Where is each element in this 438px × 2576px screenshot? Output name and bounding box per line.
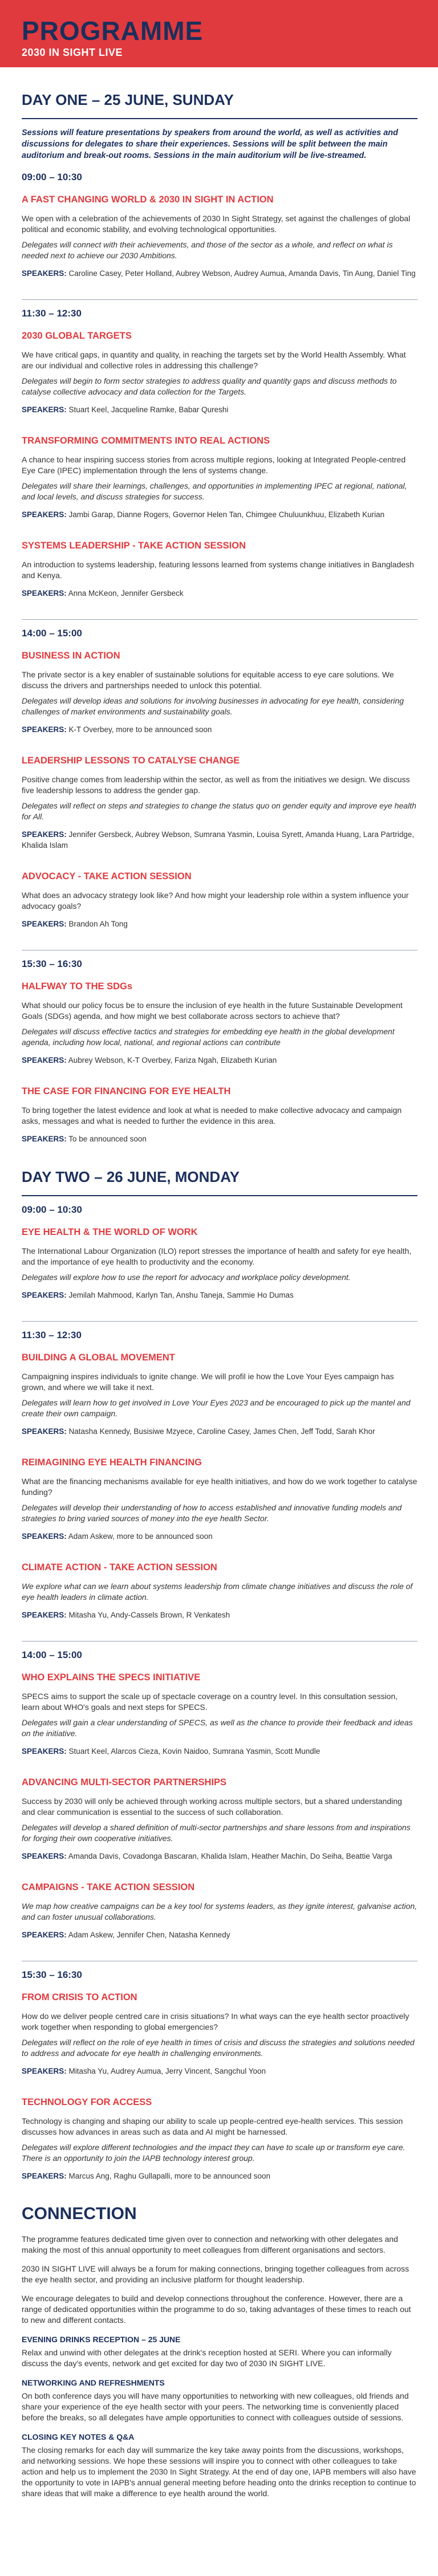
time-block (22, 1330, 417, 1620)
session-title: HALFWAY TO THE SDGs (22, 981, 133, 992)
session-title: LEADERSHIP LESSONS TO CATALYSE CHANGE (22, 755, 240, 766)
session (22, 2097, 417, 2181)
session-outcome: We explore what can we learn about systems leadership from climate change initiatives and discuss the role of eye health leaders in climate action. (22, 1582, 413, 1602)
session (22, 1086, 417, 1144)
session-speakers (22, 1929, 417, 1940)
session-title: ADVANCING MULTI-SECTOR PARTNERSHIPS (22, 1777, 227, 1787)
speakers-label: SPEAKERS: (22, 1532, 67, 1541)
day-one-divider (22, 118, 417, 119)
speakers-list: Jemilah Mahmood, Karlyn Tan, Anshu Taneja, Sammie Ho Dumas (68, 1291, 294, 1299)
session-speakers (22, 1426, 417, 1437)
programme-content (0, 91, 438, 2499)
session-speakers (22, 1531, 417, 1542)
session-outcome: Delegates will develop their understanding of how to access established and innovative funding models and strategies to bring varied sources of money into the eye health Sector. (22, 1503, 402, 1523)
time-slot: 09:00 – 10:30 (22, 1204, 82, 1215)
session-description: Positive change comes from leadership within the sector, as well as from the initiatives we design. We discuss five leadership lessons to address the gender gap. (22, 775, 410, 795)
session-description: What are the financing mechanisms available for eye health initiatives, and how do we work together to catalyse funding? (22, 1477, 417, 1497)
session (22, 1777, 417, 1862)
session-description: What does an advocacy strategy look like? And how might your leadership role within a system influence your advocacy goals? (22, 891, 409, 911)
session-title: BUSINESS IN ACTION (22, 651, 120, 661)
session-description: An introduction to systems leadership, featuring lessons learned from systems change initiatives in Bangladesh and Kenya. (22, 560, 414, 580)
session-speakers (22, 1746, 417, 1757)
time-slot: 15:30 – 16:30 (22, 1969, 82, 1980)
session-title: BUILDING A GLOBAL MOVEMENT (22, 1352, 175, 1363)
session-speakers (22, 509, 417, 520)
speakers-list: Aubrey Webson, K-T Overbey, Fariza Ngah, Elizabeth Kurian (68, 1056, 277, 1064)
session-description: What should our policy focus be to ensure the inclusion of eye health in the future Sustainable Development Goals (SDGs) agenda, and how might we best collaborate across sectors to achieve that? (22, 1001, 403, 1021)
time-slot: 11:30 – 12:30 (22, 308, 82, 319)
session-description: Success by 2030 will only be achieved through working across multiple sectors, but a shared understanding and clear communication is essential to the success of such collaboration. (22, 1797, 402, 1817)
session-speakers (22, 1055, 417, 1066)
page-subtitle: 2030 IN SIGHT LIVE (22, 47, 123, 58)
session-outcome: Delegates will learn how to get involved in Love Your Eyes 2023 and be encouraged to pick up the mantel and create their own campaign. (22, 1398, 411, 1418)
session-description: We open with a celebration of the achievements of 2030 In Sight Strategy, set against the challenges of global political and economic stability, and evolving technological opportunities. (22, 214, 411, 234)
session-outcome: Delegates will reflect on steps and strategies to change the status quo on gender equity and improve eye health for All. (22, 801, 416, 821)
session-title: WHO EXPLAINS THE SPECS INITIATIVE (22, 1672, 201, 1683)
connection-item-text: Relax and unwind with other delegates at the drink's reception hosted at SERI. Where you can informally discuss the day's events, network and get excited for day two of 2030 IN SIGHT LIVE. (22, 2348, 392, 2368)
session (22, 541, 417, 599)
session (22, 1672, 417, 1757)
session-speakers (22, 1290, 417, 1301)
speakers-label: SPEAKERS: (22, 830, 67, 839)
session (22, 1562, 417, 1620)
speakers-list: K-T Overbey, more to be announced soon (68, 725, 212, 734)
session-speakers (22, 1851, 417, 1862)
session-speakers (22, 919, 417, 929)
connection-title: CONNECTION (22, 2204, 137, 2223)
session-outcome: Delegates will begin to form sector strategies to address quality and quantity gaps and discuss methods to catalyse collective advocacy and data collection for the Targets. (22, 376, 397, 396)
speakers-list: Marcus Ang, Raghu Gullapalli, more to be announced soon (68, 2172, 271, 2180)
day-one-intro: Sessions will feature presentations by speakers from around the world, as well as activities and discussions for delegates to share their experiences. Sessions will be split between the main auditorium and break-out rooms. Sessions in the main auditorium will be live-streamed. (22, 128, 398, 160)
speakers-list: Stuart Keel, Alarcos Cieza, Kovin Naidoo, Sumrana Yasmin, Scott Mundle (68, 1747, 321, 1756)
session (22, 651, 417, 735)
session (22, 1457, 417, 1542)
speakers-label: SPEAKERS: (22, 589, 67, 598)
time-block (22, 1204, 417, 1301)
speakers-list: Caroline Casey, Peter Holland, Aubrey Webson, Audrey Aumua, Amanda Davis, Tin Aung, Daniel Ting (68, 269, 416, 278)
connection-item-text: The closing remarks for each day will summarize the key take away points from the discussions, workshops, and networking sessions. We hope these sessions will inspire you to connect with other colleagues to take action and help us to implement the 2030 In Sight Strategy. At the end of day one, IAPB members will also have the opportunity to vote in IAPB's annual general meeting before heading onto the drinks reception to continue to share ideas that will make a difference to eye health around the world. (22, 2445, 416, 2498)
session-outcome: Delegates will gain a clear understanding of SPECS, as well as the chance to provide their feedback and ideas on the initiative. (22, 1718, 413, 1738)
speakers-list: Mitasha Yu, Andy-Cassels Brown, R Venkatesh (68, 1611, 230, 1619)
session-description: Technology is changing and shaping our ability to scale up people-centred eye-health services. This session discusses how advances in areas such as data and AI might be harnessed. (22, 2116, 403, 2136)
session-description: The private sector is a key enabler of sustainable solutions for equitable access to eye care solutions. We discuss the drivers and partnerships needed to unlock this potential. (22, 670, 394, 690)
session (22, 331, 417, 415)
session (22, 1227, 417, 1301)
speakers-label: SPEAKERS: (22, 725, 67, 734)
session-outcome: Delegates will connect with their achievements, and those of the sector as a whole, and reflect on what is needed next to achieve our 2030 Ambitions. (22, 240, 393, 260)
session-description: SPECS aims to support the scale up of spectacle coverage on a country level. In this consultation session, learn about WHO's goals and next steps for SPECS. (22, 1692, 398, 1712)
speakers-list: Mitasha Yu, Audrey Aumua, Jerry Vincent, Sangchul Yoon (68, 2067, 266, 2075)
speakers-list: To be announced soon (68, 1135, 147, 1143)
session (22, 1992, 417, 2077)
speakers-label: SPEAKERS: (22, 1931, 67, 1939)
connection-paragraph: We encourage delegates to build and develop connections throughout the conference. However, there are a range of dedicated opportunities within the programme to do so, taking advantages of these times to reach out to new and different contacts. (22, 2294, 411, 2325)
time-block (22, 1649, 417, 1940)
session-outcome: Delegates will share their learnings, challenges, and opportunities in implementing IPEC at regional, national, and local levels, and discuss strategies for success. (22, 481, 407, 501)
session-title: 2030 GLOBAL TARGETS (22, 331, 132, 341)
time-slot: 14:00 – 15:00 (22, 1649, 82, 1660)
time-block (22, 628, 417, 929)
session-title: EYE HEALTH & THE WORLD OF WORK (22, 1227, 198, 1237)
session-outcome: Delegates will develop a shared definition of multi-sector partnerships and share lessons from and inspirations for forging their own cooperative initiatives. (22, 1823, 411, 1843)
session-description: Campaigning inspires individuals to ignite change. We will profil ie how the Love Your Eyes campaign has grown, and where we will take it next. (22, 1372, 394, 1392)
session-outcome: Delegates will discuss effective tactics and strategies for embedding eye health in the global development agenda, including how local, national, and regional actions can contribute (22, 1027, 395, 1047)
speakers-label: SPEAKERS: (22, 920, 67, 928)
connection-paragraph: 2030 IN SIGHT LIVE will always be a forum for making connections, bringing together colleagues from across the eye health sector, and providing an inclusive platform for thought leadership. (22, 2264, 409, 2284)
day-two-divider (22, 1195, 417, 1196)
session-title: CLIMATE ACTION - TAKE ACTION SESSION (22, 1562, 217, 1573)
speakers-label: SPEAKERS: (22, 2067, 67, 2075)
speakers-list: Stuart Keel, Jacqueline Ramke, Babar Qureshi (68, 405, 229, 414)
session-description: We have critical gaps, in quantity and quality, in reaching the targets set by the World Health Assembly. What are our individual and collective roles in addressing this challenge? (22, 350, 406, 370)
time-block-divider (22, 299, 417, 300)
connection-item-text: On both conference days you will have many opportunities to networking with new colleagues, old friends and share your experience of the eye health sector with your peers. The networking time is conveniently placed before the breaks, so all delegates have ample opportunities to connect with colleagues outside of sessions. (22, 2391, 409, 2422)
session-speakers (22, 588, 417, 599)
session (22, 981, 417, 1066)
session-speakers (22, 829, 417, 851)
session-title: A FAST CHANGING WORLD & 2030 IN SIGHT IN ACTION (22, 194, 274, 205)
session (22, 755, 417, 851)
session-outcome: Delegates will explore different technologies and the impact they can have to scale up or transform eye care. There is an opportunity to join the IAPB technology interest group. (22, 2143, 405, 2163)
speakers-label: SPEAKERS: (22, 405, 67, 414)
session-speakers (22, 404, 417, 415)
time-slot: 11:30 – 12:30 (22, 1330, 82, 1340)
speakers-label: SPEAKERS: (22, 1427, 67, 1436)
time-block (22, 1969, 417, 2181)
day-two-title: DAY TWO – 26 JUNE, MONDAY (22, 1168, 240, 1185)
programme-header (0, 0, 438, 67)
session (22, 436, 417, 520)
session-title: ADVOCACY - TAKE ACTION SESSION (22, 871, 192, 881)
speakers-label: SPEAKERS: (22, 1852, 67, 1860)
session-speakers (22, 1133, 417, 1144)
session-outcome: Delegates will reflect on the role of eye health in times of crisis and discuss the strategies and solutions needed to address and advocate for eye health in challenging environments. (22, 2038, 415, 2058)
session-title: SYSTEMS LEADERSHIP - TAKE ACTION SESSION (22, 541, 246, 551)
speakers-label: SPEAKERS: (22, 1291, 67, 1299)
connection-paragraph: The programme features dedicated time given over to connection and networking with other delegates and making the most of this annual opportunity to meet colleagues from different organisations and sectors. (22, 2234, 398, 2254)
session-speakers (22, 1610, 417, 1620)
speakers-label: SPEAKERS: (22, 1135, 67, 1143)
connection-item-heading: NETWORKING AND REFRESHMENTS (22, 2378, 165, 2387)
session-outcome: Delegates will develop ideas and solutions for involving businesses in advocating for eye health, considering challenges of market environments and sustainability goals. (22, 696, 404, 716)
session-description: To bring together the latest evidence and look at what is needed to make collective advocacy and campaign asks, messages and what is needed to further the evidence in this area. (22, 1106, 402, 1126)
session (22, 194, 417, 279)
speakers-list: Adam Askew, more to be announced soon (68, 1532, 213, 1541)
session-outcome: We map how creative campaigns can be a key tool for systems leaders, as they ignite interest, galvanise action, and can foster unusual collaborations. (22, 1901, 417, 1921)
session-title: FROM CRISIS TO ACTION (22, 1992, 137, 2002)
day-one-title: DAY ONE – 25 JUNE, SUNDAY (22, 91, 234, 108)
session-speakers (22, 2066, 417, 2077)
speakers-label: SPEAKERS: (22, 1611, 67, 1619)
session (22, 1882, 417, 1940)
speakers-list: Adam Askew, Jennifer Chen, Natasha Kennedy (68, 1931, 230, 1939)
time-slot: 09:00 – 10:30 (22, 172, 82, 182)
session-title: REIMAGINING EYE HEALTH FINANCING (22, 1457, 202, 1468)
speakers-label: SPEAKERS: (22, 2172, 67, 2180)
session-speakers (22, 2171, 417, 2181)
speakers-label: SPEAKERS: (22, 269, 67, 278)
speakers-label: SPEAKERS: (22, 1747, 67, 1756)
time-block (22, 172, 417, 279)
speakers-list: Jambi Garap, Dianne Rogers, Governor Helen Tan, Chimgee Chuluunkhuu, Elizabeth Kurian (68, 510, 385, 519)
time-block-divider (22, 1641, 417, 1642)
speakers-list: Natasha Kennedy, Busisiwe Mzyece, Caroline Casey, James Chen, Jeff Todd, Sarah Khor (68, 1427, 375, 1436)
speakers-label: SPEAKERS: (22, 510, 67, 519)
time-slot: 14:00 – 15:00 (22, 628, 82, 639)
session-description: A chance to hear inspiring success stories from across multiple regions, looking at Integrated People-centred Eye Care (IPEC) implementation through the lens of systems change. (22, 455, 406, 475)
time-block-divider (22, 1321, 417, 1322)
session-outcome: Delegates will explore how to use the report for advocacy and workplace policy development. (22, 1273, 351, 1282)
connection-item-heading: CLOSING KEY NOTES & Q&A (22, 2432, 135, 2441)
session-description: The International Labour Organization (ILO) report stresses the importance of health and safety for eye health, and the importance of eye health to productivity and the economy. (22, 1246, 412, 1266)
session (22, 1352, 417, 1437)
time-block (22, 958, 417, 1144)
time-slot: 15:30 – 16:30 (22, 958, 82, 969)
speakers-list: Jennifer Gersbeck, Aubrey Webson, Sumrana Yasmin, Louisa Syrett, Amanda Huang, Lara Partridge, Khalida Islam (22, 830, 415, 850)
page-title: PROGRAMME (22, 16, 204, 46)
session-speakers (22, 724, 417, 735)
time-block-divider (22, 619, 417, 620)
session-title: THE CASE FOR FINANCING FOR EYE HEALTH (22, 1086, 231, 1096)
speakers-label: SPEAKERS: (22, 1056, 67, 1064)
speakers-list: Amanda Davis, Covadonga Bascaran, Khalida Islam, Heather Machin, Do Seiha, Beattie Varga (68, 1852, 392, 1860)
time-block (22, 308, 417, 599)
speakers-list: Anna McKeon, Jennifer Gersbeck (68, 589, 184, 598)
session-title: CAMPAIGNS - TAKE ACTION SESSION (22, 1882, 195, 1892)
session-title: TECHNOLOGY FOR ACCESS (22, 2097, 152, 2107)
session-title: TRANSFORMING COMMITMENTS INTO REAL ACTIONS (22, 436, 270, 446)
connection-item-heading: EVENING DRINKS RECEPTION – 25 JUNE (22, 2335, 181, 2344)
session-speakers (22, 268, 417, 279)
session (22, 871, 417, 929)
session-description: How do we deliver people centred care in crisis situations? In what ways can the eye health sector proactively work together when responding to global emergencies? (22, 2012, 409, 2031)
speakers-list: Brandon Ah Tong (68, 920, 128, 928)
